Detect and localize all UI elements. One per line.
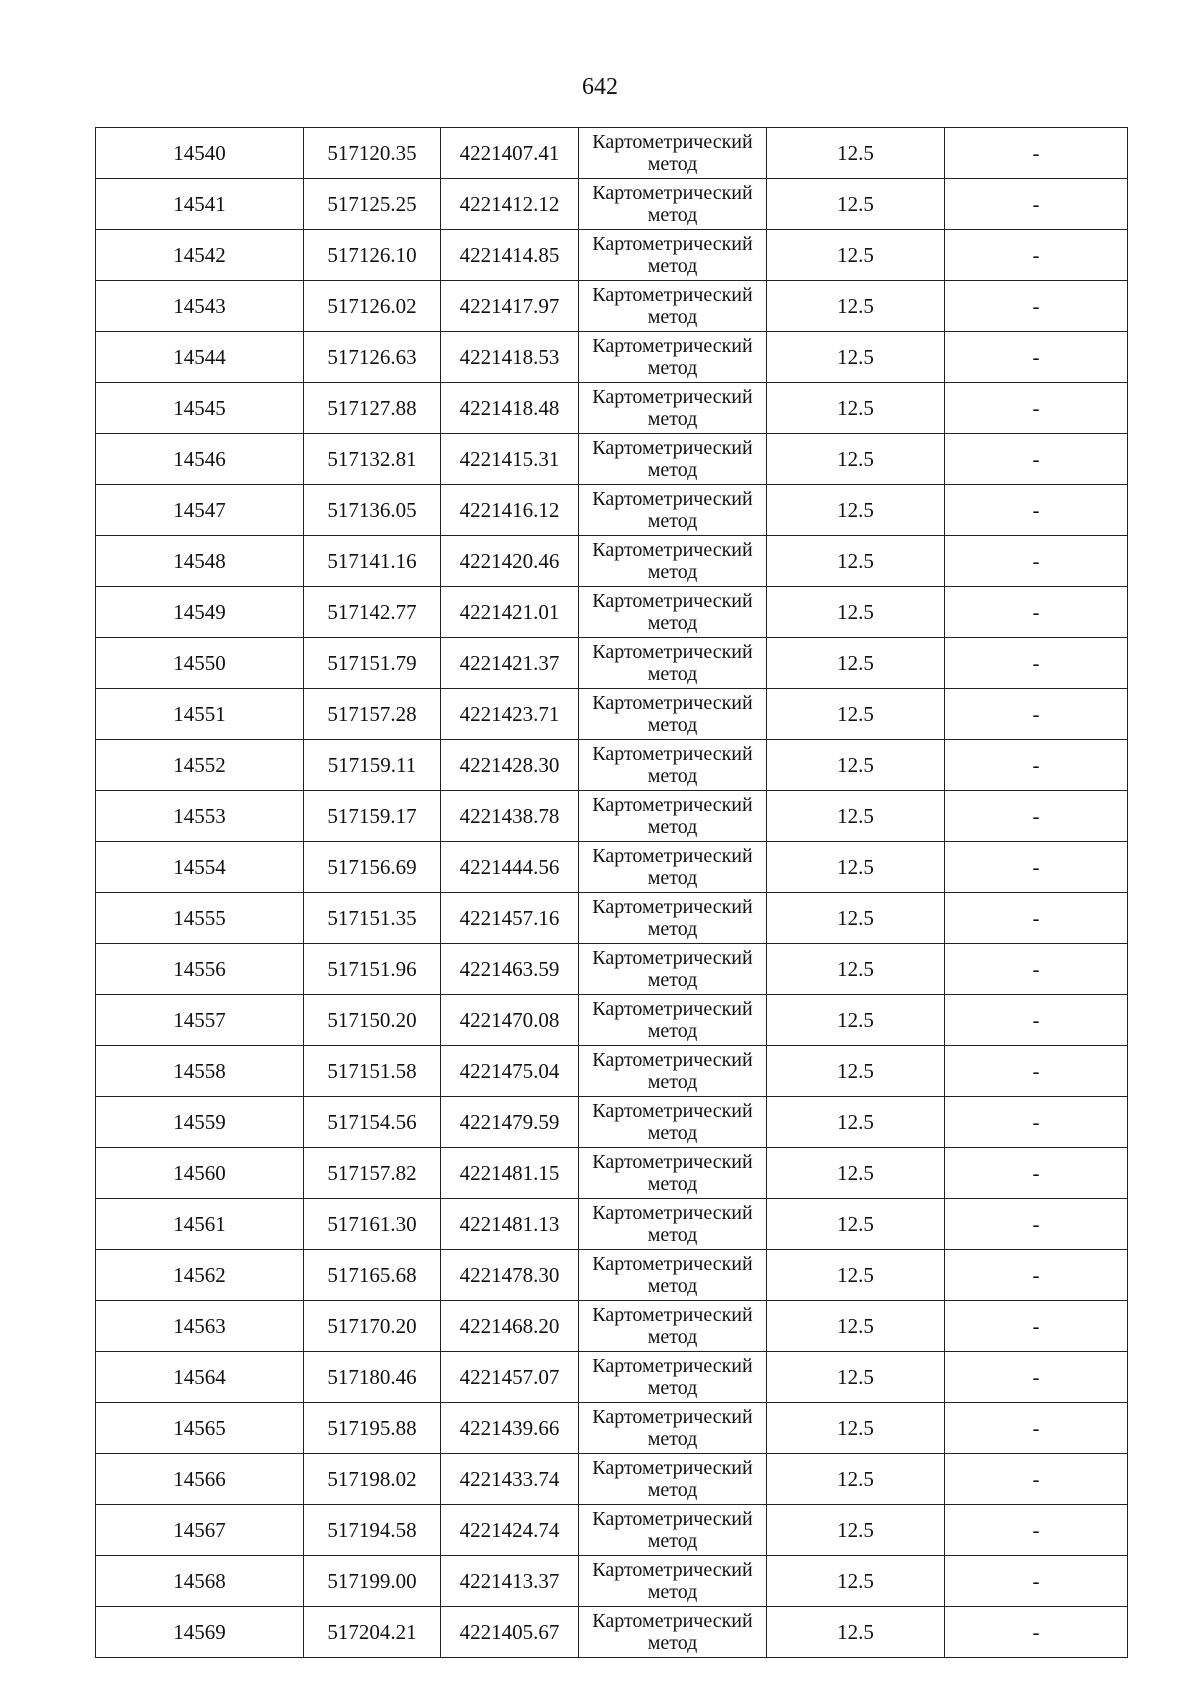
accuracy-cell: 12.5	[767, 1403, 945, 1454]
method-line-2: метод	[647, 1530, 698, 1552]
accuracy-cell: 12.5	[767, 1505, 945, 1556]
accuracy-cell: 12.5	[767, 1046, 945, 1097]
table-row	[96, 791, 1128, 842]
point-number-cell: 14555	[96, 893, 304, 944]
description-cell: -	[945, 485, 1128, 536]
point-number-cell: 14557	[96, 995, 304, 1046]
y-coordinate-cell: 4221444.56	[441, 842, 579, 893]
method-line-2: метод	[647, 969, 698, 991]
method-line-1: Картометрический	[592, 284, 753, 306]
y-coordinate-cell: 4221433.74	[441, 1454, 579, 1505]
description-cell: -	[945, 842, 1128, 893]
table-row	[96, 332, 1128, 383]
table-row	[96, 1505, 1128, 1556]
y-coordinate-cell: 4221416.12	[441, 485, 579, 536]
point-number-cell: 14552	[96, 740, 304, 791]
method-line-1: Картометрический	[592, 1100, 753, 1122]
description-cell: -	[945, 944, 1128, 995]
method-line-1: Картометрический	[592, 947, 753, 969]
method-cell	[579, 740, 767, 791]
accuracy-cell: 12.5	[767, 332, 945, 383]
accuracy-cell: 12.5	[767, 995, 945, 1046]
point-number-cell: 14561	[96, 1199, 304, 1250]
table-row	[96, 1352, 1128, 1403]
accuracy-cell: 12.5	[767, 1199, 945, 1250]
description-cell: -	[945, 383, 1128, 434]
table-row	[96, 1403, 1128, 1454]
method-cell	[579, 944, 767, 995]
point-number-cell: 14556	[96, 944, 304, 995]
x-coordinate-cell: 517151.79	[304, 638, 441, 689]
accuracy-cell: 12.5	[767, 893, 945, 944]
x-coordinate-cell: 517126.63	[304, 332, 441, 383]
description-cell: -	[945, 995, 1128, 1046]
point-number-cell: 14565	[96, 1403, 304, 1454]
x-coordinate-cell: 517156.69	[304, 842, 441, 893]
description-cell: -	[945, 1556, 1128, 1607]
accuracy-cell: 12.5	[767, 842, 945, 893]
y-coordinate-cell: 4221407.41	[441, 128, 579, 179]
x-coordinate-cell: 517159.11	[304, 740, 441, 791]
description-cell: -	[945, 791, 1128, 842]
method-line-1: Картометрический	[592, 386, 753, 408]
point-number-cell: 14551	[96, 689, 304, 740]
point-number-cell: 14563	[96, 1301, 304, 1352]
method-cell	[579, 689, 767, 740]
method-line-2: метод	[647, 1122, 698, 1144]
method-cell	[579, 791, 767, 842]
x-coordinate-cell: 517180.46	[304, 1352, 441, 1403]
x-coordinate-cell: 517157.28	[304, 689, 441, 740]
table-row	[96, 383, 1128, 434]
accuracy-cell: 12.5	[767, 1556, 945, 1607]
point-number-cell: 14567	[96, 1505, 304, 1556]
accuracy-cell: 12.5	[767, 536, 945, 587]
x-coordinate-cell: 517136.05	[304, 485, 441, 536]
y-coordinate-cell: 4221405.67	[441, 1607, 579, 1658]
x-coordinate-cell: 517198.02	[304, 1454, 441, 1505]
point-number-cell: 14559	[96, 1097, 304, 1148]
point-number-cell: 14564	[96, 1352, 304, 1403]
method-cell	[579, 1505, 767, 1556]
accuracy-cell: 12.5	[767, 179, 945, 230]
point-number-cell: 14554	[96, 842, 304, 893]
method-cell	[579, 1301, 767, 1352]
y-coordinate-cell: 4221421.37	[441, 638, 579, 689]
description-cell: -	[945, 1199, 1128, 1250]
method-cell	[579, 230, 767, 281]
table-row	[96, 740, 1128, 791]
accuracy-cell: 12.5	[767, 1352, 945, 1403]
y-coordinate-cell: 4221463.59	[441, 944, 579, 995]
method-line-2: метод	[647, 816, 698, 838]
method-line-2: метод	[647, 612, 698, 634]
point-number-cell: 14566	[96, 1454, 304, 1505]
description-cell: -	[945, 1148, 1128, 1199]
y-coordinate-cell: 4221413.37	[441, 1556, 579, 1607]
method-cell	[579, 638, 767, 689]
method-line-1: Картометрический	[592, 794, 753, 816]
method-line-1: Картометрический	[592, 998, 753, 1020]
table-row	[96, 944, 1128, 995]
point-number-cell: 14558	[96, 1046, 304, 1097]
method-cell	[579, 1199, 767, 1250]
y-coordinate-cell: 4221412.12	[441, 179, 579, 230]
accuracy-cell: 12.5	[767, 1250, 945, 1301]
method-line-2: метод	[647, 765, 698, 787]
accuracy-cell: 12.5	[767, 128, 945, 179]
table-row	[96, 587, 1128, 638]
description-cell: -	[945, 128, 1128, 179]
method-line-1: Картометрический	[592, 641, 753, 663]
method-cell	[579, 1250, 767, 1301]
description-cell: -	[945, 638, 1128, 689]
method-cell	[579, 1607, 767, 1658]
x-coordinate-cell: 517141.16	[304, 536, 441, 587]
table-row	[96, 179, 1128, 230]
method-line-1: Картометрический	[592, 590, 753, 612]
table-row	[96, 842, 1128, 893]
method-cell	[579, 1097, 767, 1148]
method-line-1: Картометрический	[592, 1406, 753, 1428]
point-number-cell: 14560	[96, 1148, 304, 1199]
y-coordinate-cell: 4221421.01	[441, 587, 579, 638]
method-line-2: метод	[647, 1224, 698, 1246]
method-line-2: метод	[647, 459, 698, 481]
method-line-1: Картометрический	[592, 1457, 753, 1479]
x-coordinate-cell: 517199.00	[304, 1556, 441, 1607]
y-coordinate-cell: 4221479.59	[441, 1097, 579, 1148]
method-line-2: метод	[647, 204, 698, 226]
method-cell	[579, 1454, 767, 1505]
point-number-cell: 14553	[96, 791, 304, 842]
x-coordinate-cell: 517120.35	[304, 128, 441, 179]
method-line-1: Картометрический	[592, 182, 753, 204]
method-cell	[579, 179, 767, 230]
table-row	[96, 1046, 1128, 1097]
x-coordinate-cell: 517151.35	[304, 893, 441, 944]
y-coordinate-cell: 4221438.78	[441, 791, 579, 842]
x-coordinate-cell: 517165.68	[304, 1250, 441, 1301]
method-line-1: Картометрический	[592, 488, 753, 510]
method-line-2: метод	[647, 1428, 698, 1450]
point-number-cell: 14550	[96, 638, 304, 689]
description-cell: -	[945, 230, 1128, 281]
x-coordinate-cell: 517132.81	[304, 434, 441, 485]
method-line-1: Картометрический	[592, 1202, 753, 1224]
method-cell	[579, 1556, 767, 1607]
method-line-2: метод	[647, 510, 698, 532]
x-coordinate-cell: 517157.82	[304, 1148, 441, 1199]
table-row	[96, 638, 1128, 689]
description-cell: -	[945, 434, 1128, 485]
description-cell: -	[945, 536, 1128, 587]
y-coordinate-cell: 4221457.07	[441, 1352, 579, 1403]
method-line-2: метод	[647, 561, 698, 583]
accuracy-cell: 12.5	[767, 434, 945, 485]
x-coordinate-cell: 517126.10	[304, 230, 441, 281]
description-cell: -	[945, 1046, 1128, 1097]
description-cell: -	[945, 587, 1128, 638]
method-line-1: Картометрический	[592, 233, 753, 255]
description-cell: -	[945, 1403, 1128, 1454]
accuracy-cell: 12.5	[767, 1148, 945, 1199]
x-coordinate-cell: 517150.20	[304, 995, 441, 1046]
x-coordinate-cell: 517142.77	[304, 587, 441, 638]
point-number-cell: 14548	[96, 536, 304, 587]
description-cell: -	[945, 893, 1128, 944]
coordinates-table	[95, 127, 1128, 1658]
description-cell: -	[945, 689, 1128, 740]
table-row	[96, 893, 1128, 944]
table-row	[96, 689, 1128, 740]
x-coordinate-cell: 517195.88	[304, 1403, 441, 1454]
accuracy-cell: 12.5	[767, 740, 945, 791]
method-line-2: метод	[647, 1020, 698, 1042]
description-cell: -	[945, 1454, 1128, 1505]
accuracy-cell: 12.5	[767, 638, 945, 689]
method-line-1: Картометрический	[592, 1304, 753, 1326]
method-line-1: Картометрический	[592, 743, 753, 765]
method-cell	[579, 485, 767, 536]
point-number-cell: 14546	[96, 434, 304, 485]
method-line-2: метод	[647, 255, 698, 277]
method-line-2: метод	[647, 1275, 698, 1297]
y-coordinate-cell: 4221423.71	[441, 689, 579, 740]
x-coordinate-cell: 517161.30	[304, 1199, 441, 1250]
method-cell	[579, 281, 767, 332]
method-line-2: метод	[647, 1173, 698, 1195]
method-cell	[579, 995, 767, 1046]
y-coordinate-cell: 4221481.13	[441, 1199, 579, 1250]
method-line-1: Картометрический	[592, 1610, 753, 1632]
table-row	[96, 230, 1128, 281]
method-line-1: Картометрический	[592, 896, 753, 918]
method-cell	[579, 1403, 767, 1454]
y-coordinate-cell: 4221424.74	[441, 1505, 579, 1556]
point-number-cell: 14549	[96, 587, 304, 638]
description-cell: -	[945, 281, 1128, 332]
x-coordinate-cell: 517204.21	[304, 1607, 441, 1658]
method-line-2: метод	[647, 663, 698, 685]
coordinates-table-body	[96, 128, 1128, 1658]
table-row	[96, 434, 1128, 485]
x-coordinate-cell: 517170.20	[304, 1301, 441, 1352]
method-line-2: метод	[647, 1581, 698, 1603]
point-number-cell: 14569	[96, 1607, 304, 1658]
method-line-1: Картометрический	[592, 845, 753, 867]
description-cell: -	[945, 332, 1128, 383]
table-row	[96, 1301, 1128, 1352]
description-cell: -	[945, 740, 1128, 791]
method-cell	[579, 434, 767, 485]
method-cell	[579, 842, 767, 893]
method-line-1: Картометрический	[592, 1049, 753, 1071]
table-row	[96, 995, 1128, 1046]
accuracy-cell: 12.5	[767, 944, 945, 995]
accuracy-cell: 12.5	[767, 485, 945, 536]
y-coordinate-cell: 4221414.85	[441, 230, 579, 281]
accuracy-cell: 12.5	[767, 689, 945, 740]
table-row	[96, 1556, 1128, 1607]
method-line-1: Картометрический	[592, 1508, 753, 1530]
x-coordinate-cell: 517159.17	[304, 791, 441, 842]
y-coordinate-cell: 4221475.04	[441, 1046, 579, 1097]
x-coordinate-cell: 517126.02	[304, 281, 441, 332]
table-row	[96, 281, 1128, 332]
method-line-2: метод	[647, 357, 698, 379]
method-line-2: метод	[647, 1377, 698, 1399]
accuracy-cell: 12.5	[767, 281, 945, 332]
method-line-2: метод	[647, 1479, 698, 1501]
method-line-1: Картометрический	[592, 539, 753, 561]
point-number-cell: 14547	[96, 485, 304, 536]
method-line-2: метод	[647, 153, 698, 175]
method-cell	[579, 383, 767, 434]
method-cell	[579, 1046, 767, 1097]
accuracy-cell: 12.5	[767, 1454, 945, 1505]
method-cell	[579, 536, 767, 587]
point-number-cell: 14540	[96, 128, 304, 179]
method-line-2: метод	[647, 306, 698, 328]
method-line-1: Картометрический	[592, 335, 753, 357]
point-number-cell: 14542	[96, 230, 304, 281]
description-cell: -	[945, 1505, 1128, 1556]
method-line-2: метод	[647, 1071, 698, 1093]
description-cell: -	[945, 1301, 1128, 1352]
method-line-1: Картометрический	[592, 131, 753, 153]
table-row	[96, 1607, 1128, 1658]
table-row	[96, 1250, 1128, 1301]
accuracy-cell: 12.5	[767, 587, 945, 638]
method-line-1: Картометрический	[592, 1253, 753, 1275]
y-coordinate-cell: 4221478.30	[441, 1250, 579, 1301]
description-cell: -	[945, 1352, 1128, 1403]
method-line-1: Картометрический	[592, 437, 753, 459]
accuracy-cell: 12.5	[767, 1097, 945, 1148]
accuracy-cell: 12.5	[767, 1607, 945, 1658]
table-row	[96, 536, 1128, 587]
description-cell: -	[945, 1607, 1128, 1658]
point-number-cell: 14545	[96, 383, 304, 434]
method-cell	[579, 332, 767, 383]
y-coordinate-cell: 4221470.08	[441, 995, 579, 1046]
x-coordinate-cell: 517151.58	[304, 1046, 441, 1097]
method-cell	[579, 1352, 767, 1403]
method-cell	[579, 893, 767, 944]
x-coordinate-cell: 517127.88	[304, 383, 441, 434]
description-cell: -	[945, 179, 1128, 230]
y-coordinate-cell: 4221418.53	[441, 332, 579, 383]
point-number-cell: 14543	[96, 281, 304, 332]
x-coordinate-cell: 517154.56	[304, 1097, 441, 1148]
method-line-2: метод	[647, 867, 698, 889]
y-coordinate-cell: 4221428.30	[441, 740, 579, 791]
method-line-2: метод	[647, 408, 698, 430]
method-cell	[579, 128, 767, 179]
x-coordinate-cell: 517194.58	[304, 1505, 441, 1556]
method-line-1: Картометрический	[592, 1355, 753, 1377]
table-row	[96, 1454, 1128, 1505]
accuracy-cell: 12.5	[767, 230, 945, 281]
page-number: 642	[582, 74, 618, 100]
method-line-1: Картометрический	[592, 1559, 753, 1581]
table-row	[96, 1148, 1128, 1199]
point-number-cell: 14562	[96, 1250, 304, 1301]
y-coordinate-cell: 4221415.31	[441, 434, 579, 485]
method-line-2: метод	[647, 918, 698, 940]
x-coordinate-cell: 517151.96	[304, 944, 441, 995]
method-cell	[579, 587, 767, 638]
point-number-cell: 14541	[96, 179, 304, 230]
x-coordinate-cell: 517125.25	[304, 179, 441, 230]
description-cell: -	[945, 1250, 1128, 1301]
accuracy-cell: 12.5	[767, 1301, 945, 1352]
y-coordinate-cell: 4221457.16	[441, 893, 579, 944]
accuracy-cell: 12.5	[767, 791, 945, 842]
y-coordinate-cell: 4221468.20	[441, 1301, 579, 1352]
table-row	[96, 128, 1128, 179]
table-row	[96, 485, 1128, 536]
y-coordinate-cell: 4221418.48	[441, 383, 579, 434]
method-line-2: метод	[647, 1326, 698, 1348]
method-line-2: метод	[647, 714, 698, 736]
method-line-1: Картометрический	[592, 1151, 753, 1173]
y-coordinate-cell: 4221481.15	[441, 1148, 579, 1199]
point-number-cell: 14568	[96, 1556, 304, 1607]
y-coordinate-cell: 4221439.66	[441, 1403, 579, 1454]
accuracy-cell: 12.5	[767, 383, 945, 434]
y-coordinate-cell: 4221420.46	[441, 536, 579, 587]
description-cell: -	[945, 1097, 1128, 1148]
method-line-2: метод	[647, 1632, 698, 1654]
table-row	[96, 1097, 1128, 1148]
table-row	[96, 1199, 1128, 1250]
y-coordinate-cell: 4221417.97	[441, 281, 579, 332]
method-cell	[579, 1148, 767, 1199]
method-line-1: Картометрический	[592, 692, 753, 714]
point-number-cell: 14544	[96, 332, 304, 383]
